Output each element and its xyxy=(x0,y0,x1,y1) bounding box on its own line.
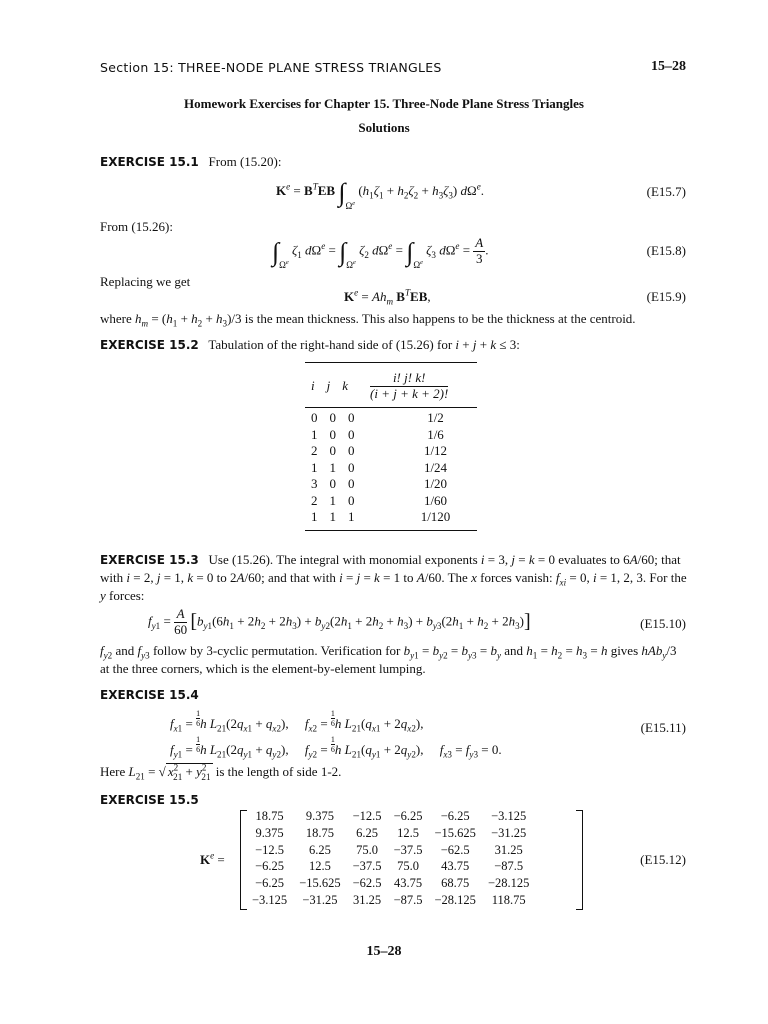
table-row xyxy=(305,443,477,460)
matrix-cell: −6.25 xyxy=(255,876,285,891)
matrix-cell: −31.25 xyxy=(302,892,338,907)
equation-number: (E15.8) xyxy=(646,243,686,258)
matrix-cell: 118.75 xyxy=(491,892,526,907)
index-cell: 1 xyxy=(329,492,336,508)
matrix-cell: 9.375 xyxy=(305,809,334,823)
page-subtitle: Solutions xyxy=(358,120,410,135)
matrix-cell: 68.75 xyxy=(441,876,470,891)
equation-e15-11: $f_{x1}$ = $\frac{1}{6}$ h $L_{21}(2q_{x1} + q_{x2})$, $f_{x2}$ = $\frac{1}{6}$ h $L_{21}(q_{x1} + 2q_{x2})$, $f_{y1}$ = $\frac{1}{6}$ h $L_{21}(2q_{y1} + q_{y2})$, $f_{y2}$ = $\frac{1}{6}$ h $L_{21}(q_{y1} + 2q_{y2})$, $f_{x3} = f_{y3} = 0$. xyxy=(170,709,502,760)
matrix-cell: −87.5 xyxy=(393,892,423,907)
matrix-cell: −28.125 xyxy=(487,876,530,891)
right-bracket xyxy=(576,810,583,910)
matrix-cell: −6.25 xyxy=(440,809,470,823)
equation-number: (E15.12) xyxy=(640,852,686,867)
equation-e15-7: $K^e = B^TEB$ $\int_{\Omega^e}$ $(h_1\zeta_1 + h_2\zeta_2 + h_3\zeta_3)$ $d\Omega^e$. xyxy=(276,178,484,211)
exercise-15-4-followup: Here $L_{21}$ = √ $x^2_{21} + y^2_{21}$ is the length of side 1-2. xyxy=(100,762,342,782)
matrix-row xyxy=(246,808,535,825)
header-page-number: 15–28 xyxy=(651,59,686,74)
matrix-cell: −6.25 xyxy=(393,809,423,823)
exercise-15-2-intro: EXERCISE 15.2 Tabulation of the right-hand side of (15.26) for i + j + k ≤ 3: xyxy=(100,337,520,352)
matrix-cell: −15.625 xyxy=(299,876,341,891)
matrix-cell: 9.375 xyxy=(255,825,284,840)
index-cell: 1 xyxy=(329,459,336,475)
matrix-row xyxy=(246,825,535,842)
matrix-cell: 43.75 xyxy=(393,876,423,891)
matrix-cell: 6.25 xyxy=(308,842,331,857)
index-cell: 0 xyxy=(348,476,355,491)
equation-number: (E15.7) xyxy=(646,184,686,199)
value-cell: 1/24 xyxy=(423,459,448,475)
index-cell: 0 xyxy=(348,410,355,425)
table-row xyxy=(305,476,477,493)
index-cell: 2 xyxy=(311,443,318,458)
exercise-label: EXERCISE 15.1 xyxy=(100,155,199,169)
matrix-cell: 43.75 xyxy=(441,859,470,874)
page-title: Homework Exercises for Chapter 15. Three-Node Plane Stress Triangles xyxy=(184,96,584,111)
left-bracket xyxy=(240,810,247,910)
value-cell: 1/20 xyxy=(423,476,448,491)
matrix-cell: −3.125 xyxy=(491,809,527,823)
matrix-cell: −37.5 xyxy=(393,842,423,857)
footer-page-number: 15–28 xyxy=(366,944,402,959)
index-cell: 3 xyxy=(311,476,318,491)
exercise-15-3-followup: $f_{y2}$ and $f_{y3}$ follow by 3-cyclic permutation. Verification for $b_{y1} = b_{y2} = b_{y3} = b_y$ and $h_1 = h_2 = h_3 = h$ gives hAb$_y$/3 at the three corners, which is the element-by-element lumping. xyxy=(100,643,677,676)
matrix-cell: −28.125 xyxy=(434,892,476,907)
index-cell: 1 xyxy=(311,426,318,442)
matrix-cell: 75.0 xyxy=(397,859,419,874)
stiffness-matrix xyxy=(240,808,535,909)
mean-thickness-text: where $h_m = (h_1 + h_2 + h_3)/3$ is the mean thickness. This also happens to be the thickness at the centroid. xyxy=(100,311,636,329)
equation-number: (E15.9) xyxy=(646,289,686,304)
index-cell: 2 xyxy=(311,492,318,508)
index-cell: 0 xyxy=(348,459,355,475)
matrix-row xyxy=(246,858,535,875)
value-cell: 1/2 xyxy=(427,410,444,425)
index-cell: 0 xyxy=(348,492,355,508)
exercise-15-3-text: EXERCISE 15.3 Use (15.26). The integral with monomial exponents i = 3, j = k = 0 evaluates to 6A/60; that with i = 2, j = 1, k = 0 to 2A/60; and that with i = j = k = 1 to A/60. The x forces vanish: $f_{xi} = 0$, i = 1, 2, 3. For the y forces: xyxy=(100,552,687,603)
matrix-cell: −15.625 xyxy=(434,825,476,840)
matrix-cell: 18.75 xyxy=(255,809,284,823)
matrix-cell: 12.5 xyxy=(397,825,419,840)
index-cell: 1 xyxy=(311,459,318,475)
value-cell: 1/12 xyxy=(423,443,448,458)
matrix-cell: −12.5 xyxy=(255,842,285,857)
equation-e15-10: $f_{y1}$ = $\frac{A}{60}$ $[b_{y1}(6h_1 + 2h_2 + 2h_3) + b_{y2}(2h_1 + 2h_2 + h_3) + b_{y3}(2h_1 + h_2 + 2h_3)]$ xyxy=(148,606,531,637)
table-row xyxy=(305,509,477,526)
matrix-cell: −87.5 xyxy=(494,859,524,874)
matrix-cell: −3.125 xyxy=(252,892,288,907)
replacing-text: Replacing we get xyxy=(100,274,191,289)
matrix-cell: 31.25 xyxy=(494,842,523,857)
equation-e15-9: $K^e = Ah_m$ $B^TEB$, xyxy=(344,287,431,307)
index-cell: 0 xyxy=(329,443,336,458)
matrix-cell: 18.75 xyxy=(305,825,334,840)
matrix-lhs: $K^e$ = xyxy=(200,850,225,867)
index-cell: 0 xyxy=(311,410,318,425)
index-cell: 1 xyxy=(348,509,355,524)
matrix-cell: −6.25 xyxy=(255,859,285,874)
matrix-cell: −31.25 xyxy=(491,825,527,840)
index-cell: 0 xyxy=(329,476,336,491)
factorial-table: i j k $\frac{i! j! k!}{(i + j + k + 2)!}$ 0 0 0 1/2 1 0 0 1/6 2 0 0 1/12 1 1 0 1/24 3 0 0 1/20 2 1 0 1/60 1 1 1 1/120 xyxy=(305,362,477,531)
value-cell: 1/60 xyxy=(423,492,448,508)
matrix-cell: 75.0 xyxy=(356,842,379,857)
matrix-row xyxy=(246,875,535,892)
table-row xyxy=(305,427,477,444)
matrix-cell: −62.5 xyxy=(440,842,470,857)
exercise-15-5-label: EXERCISE 15.5 xyxy=(100,793,199,807)
index-cell: 0 xyxy=(329,410,336,425)
equation-e15-8: $\int_{\Omega^e}$ $\zeta_1$ $d\Omega^e = \int_{\Omega^e}$ $\zeta_2$ $d\Omega^e = \int_{\Omega^e}$ $\zeta_3$ $d\Omega^e$ = $\frac{A}{3}$ . xyxy=(272,235,489,271)
matrix-row xyxy=(246,892,535,909)
equation-number: (E15.10) xyxy=(640,616,686,631)
matrix-cell: −12.5 xyxy=(352,809,382,823)
index-cell: 0 xyxy=(329,426,336,442)
equation-number: (E15.11) xyxy=(640,720,686,735)
running-header: Section 15: THREE-NODE PLANE STRESS TRIANGLES xyxy=(100,60,442,75)
matrix-cell: 12.5 xyxy=(308,859,331,874)
from-text: From (15.26): xyxy=(100,219,173,234)
exercise-15-4-label: EXERCISE 15.4 xyxy=(100,688,199,702)
table-row xyxy=(305,460,477,477)
index-cell: 1 xyxy=(329,509,336,524)
index-cell: 1 xyxy=(311,509,318,524)
matrix-cell: −37.5 xyxy=(352,859,382,874)
table-row xyxy=(305,493,477,510)
index-cell: 0 xyxy=(348,443,355,458)
index-cell: 0 xyxy=(348,426,355,442)
matrix-cell: 6.25 xyxy=(356,825,379,840)
table-row xyxy=(305,410,477,427)
matrix-cell: −62.5 xyxy=(352,876,382,891)
value-cell: 1/120 xyxy=(420,509,451,524)
matrix-cell: 31.25 xyxy=(353,892,382,907)
matrix-row xyxy=(246,842,535,859)
value-cell: 1/6 xyxy=(427,426,444,442)
exercise-15-1-intro: EXERCISE 15.1 From (15.20): xyxy=(100,154,282,169)
